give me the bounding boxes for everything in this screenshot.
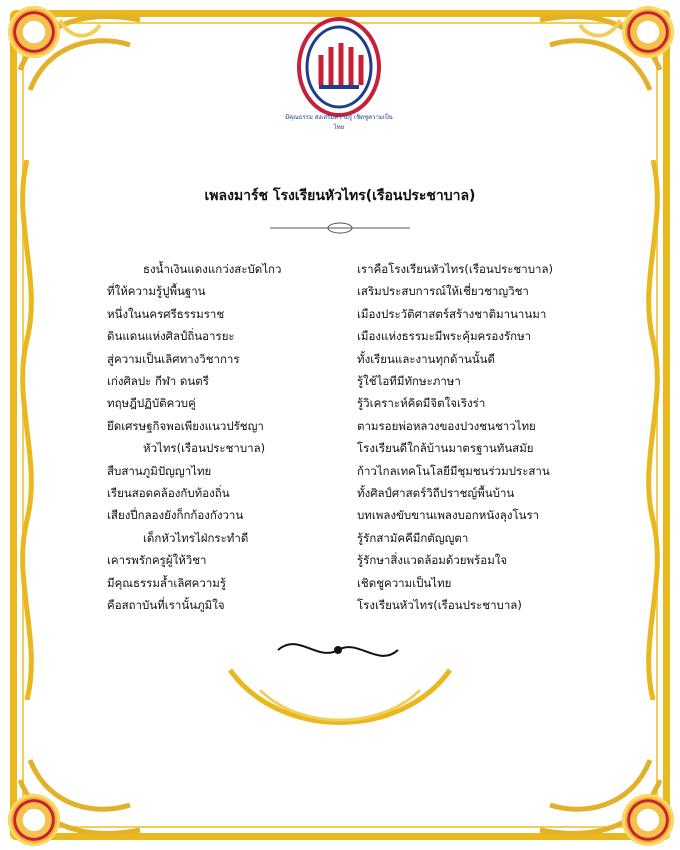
lyric-line: เราคือโรงเรียนหัวไทร(เรือนประชาบาล) — [357, 262, 553, 276]
lyric-line: เสียงปี่กลองยังก็กก้องกังวาน — [107, 508, 244, 523]
lyric-line: ยึดเศรษฐกิจพอเพียงแนวปรัชญา — [107, 418, 264, 433]
lyric-line: เมืองประวัติศาสตร์สร้างชาติมานานมา — [357, 306, 547, 321]
lyric-line: เมืองแห่งธรรมะมีพระคุ้มครองรักษา — [357, 329, 532, 344]
lyric-line: ธงน้ำเงินแดงแกว่งสะบัดไกว — [143, 262, 282, 276]
lyric-line: โรงเรียนหัวไทร(เรือนประชาบาล) — [357, 598, 522, 613]
lyric-line: ก้าวไกลเทคโนโลยีมีชุมชนร่วมประสาน — [357, 463, 550, 478]
lyric-line: ที่ให้ความรู้ปูพื้นฐาน — [107, 284, 206, 299]
lyric-line: เรียนสอดคล้องกับท้องถิ่น — [107, 486, 230, 501]
gold-wreath-icon — [210, 650, 470, 740]
school-logo-icon — [289, 15, 389, 123]
lyric-line: ดินแดนแห่งศิลป์ถิ่นอารยะ — [107, 329, 235, 344]
right-side-ornament-icon — [638, 160, 668, 700]
school-seal-icon — [8, 6, 60, 58]
lyric-line: รู้รักษาสิ่งแวดล้อมด้วยพร้อมใจ — [357, 553, 508, 568]
lyric-line: ตามรอยพ่อหลวงของปวงชนชาวไทย — [357, 418, 536, 433]
lyric-line: เด็กหัวไทรไฝ่กระทำดี — [143, 530, 249, 545]
lyric-line: รู้รักสามัคคีมีกตัญญูตา — [357, 530, 469, 545]
lyric-line: มีคุณธรรมล้ำเลิศความรู้ — [107, 575, 227, 590]
lyric-line: ทั้งเรียนและงานทุกด้านนั้นดี — [357, 351, 495, 366]
lyric-line: หัวไทร(เรือนประชาบาล) — [143, 441, 266, 456]
lyric-line: เสริมประสบการณ์ให้เชี่ยวชาญวิชา — [357, 284, 529, 299]
lyrics-right-column — [357, 258, 597, 617]
lyric-line: โรงเรียนดีใกล้บ้านมาตรฐานทันสมัย — [357, 441, 534, 456]
left-side-ornament-icon — [12, 160, 42, 700]
lyric-line: บทเพลงขับขานเพลงบอกหนังลุงโนรา — [357, 508, 540, 523]
lyric-line: เก่งศิลปะ กีฬา ดนตรี — [107, 374, 209, 389]
lyric-line: คือสถาบันที่เรานั้นภูมิใจ — [107, 598, 225, 613]
lyric-line: รู้ใช้ไอทีมีทักษะภาษา — [357, 374, 461, 389]
lyric-line: เคารพรักครูผู้ให้วิชา — [107, 553, 207, 568]
school-seal-icon — [622, 794, 674, 846]
lyric-line: รู้วิเคราะห์คิดมีจิตใจเริงร่า — [357, 396, 486, 411]
lyric-line: สืบสานภูมิปัญญาไทย — [107, 463, 212, 478]
page-title: เพลงมาร์ช โรงเรียนหัวไทร(เรือนประชาบาล) — [204, 188, 476, 204]
flourish-divider-icon — [270, 222, 410, 234]
lyric-line: สู่ความเป็นเลิศทางวิชาการ — [107, 351, 240, 366]
school-seal-icon — [622, 6, 674, 58]
lyric-line: ทฤษฎีปฏิบัติควบคู่ — [107, 396, 196, 411]
lyric-line: เชิดชูความเป็นไทย — [357, 575, 452, 590]
logo-motto: มีคุณธรรม ส่งเสริมความรู้ เชิดชูความเป็นไทย — [285, 114, 393, 131]
school-seal-icon — [8, 794, 60, 846]
lyric-line: หนึ่งในนครศรีธรรมราช — [107, 306, 225, 321]
lyric-line: ทั้งศิลป์ศาสตร์วิถีปราชญ์พื้นบ้าน — [357, 486, 515, 501]
lyrics-left-column — [107, 258, 347, 617]
